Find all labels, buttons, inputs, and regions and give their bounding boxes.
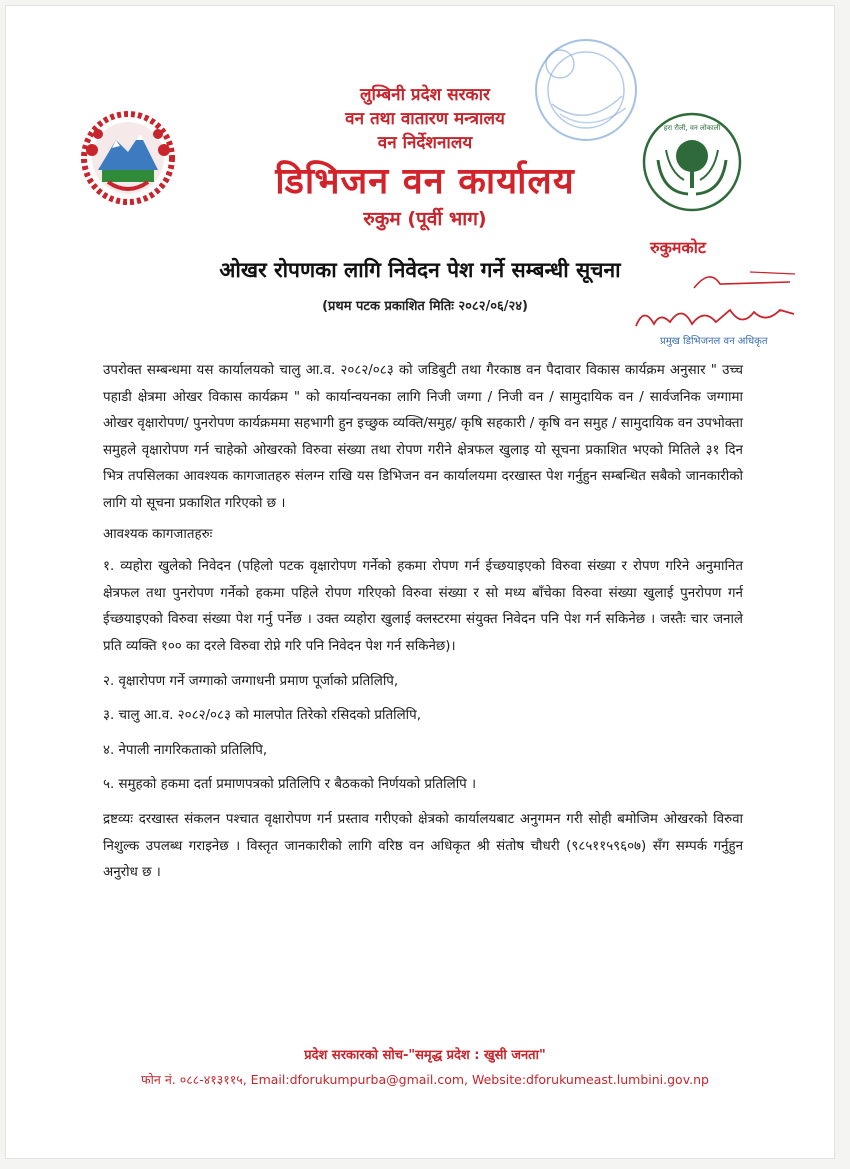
note-paragraph: द्रष्टव्यः दरखास्त संकलन पश्चात वृक्षारोपण गर्न प्रस्ताव गरीएको क्षेत्रको कार्यालयबाट अनुगमन गरी सोही बमोजिम ओखरको विरुवा निशुल्क उपलब्ध गराइनेछ । विस्तृत जानकारीको लागि वरिष्ठ वन अधिकृत श्री संतोष चौधरी (९८५११५९६०७) सँग सम्पर्क गर्नुहुन अनुरोध छ । bbox=[103, 811, 743, 881]
requirement-item: ४. नेपाली नागरिकताको प्रतिलिपि, bbox=[103, 742, 268, 758]
letterhead bbox=[0, 0, 850, 347]
hands-tree-logo-icon bbox=[640, 110, 744, 214]
signature-place: रुकुमकोट bbox=[650, 238, 706, 257]
ministry-name: वन तथा वातारण मन्त्रालय bbox=[345, 109, 505, 129]
office-name: डिभिजन वन कार्यालय bbox=[275, 161, 575, 202]
directorate-name: वन निर्देशनालय bbox=[377, 133, 473, 153]
requirement-item: ३. चालु आ.व. २०८२/०८३ को मालपोत तिरेको रसिदको प्रतिलिपि, bbox=[103, 708, 422, 724]
office-location: रुकुम (पूर्वी भाग) bbox=[363, 208, 487, 230]
official-stamp-icon bbox=[530, 34, 642, 146]
logo-slogan: हरा रौली, वन लोकाली bbox=[663, 124, 721, 132]
signature-designation: प्रमुख डिभिजनल वन अधिकृत bbox=[660, 336, 768, 347]
notice-title: ओखर रोपणका लागि निवेदन पेश गर्ने सम्बन्धी सूचना bbox=[219, 258, 621, 282]
notice-body bbox=[103, 358, 743, 887]
requirement-item: १. व्यहोरा खुलेको निवेदन (पहिलो पटक वृक्षारोपण गर्नेको हकमा रोपण गर्न ईच्छयाइएको विरुवा संख्या र रोपण गरिने अनुमानित क्षेत्रफल तथा पुनरोपण गर्नेको हकमा पहिले रोपण गरिएको विरुवा संख्या र सो मध्य बाँचेका विरुवा संख्या खुलाई पुनरोपण गर्न ईच्छयाइएको विरुवा संख्या पेश गर्नु पर्नेछ । उक्त व्यहोरा खुलाई क्लस्टरमा संयुक्त निवेदन पनि पेश गर्न सकिनेछ । जस्तैः चार जनाले प्रति व्यक्ति १०० का दरले विरुवा रोप्ने गरि पनि निवेदन पेश गर्न सकिनेछ)। bbox=[103, 559, 743, 654]
intro-paragraph: उपरोक्त सम्बन्धमा यस कार्यालयको चालु आ.व. २०८२/०८३ को जडिबुटी तथा गैरकाष्ठ वन पैदावार विकास कार्यक्रम अनुसार " उच्च पहाडी क्षेत्रमा ओखर विकास कार्यक्रम " को कार्यान्वयनका लागि निजी जग्गा / निजी वन / सामुदायिक वन / सार्वजनिक जग्गामा ओखर वृक्षारोपण/ पुनरोपण कार्यक्रममा सहभागी हुन इच्छुक व्यक्ति/समुह/ कृषि सहकारी / कृषि वन समुह / सामुदायिक वन उपभोक्ता समुहले वृक्षारोपण गर्न चाहेको ओखरको विरुवा संख्या तथा रोपण गरीने क्षेत्रफल खुलाइ यो सूचना प्रकाशित भएको मितिले ३१ दिन भित्र तपसिलका आवश्यक कागजातहरु संलग्न राखि यस डिभिजन वन कार्यालयमा दरखास्त पेश गर्नुहुन सम्बन्धित सबैको जानकारीको लागि यो सूचना प्रकाशित गरिएको छ । bbox=[103, 363, 743, 511]
footer-contact: फोन नं. ०८८-४१३११५, Email:dforukumpurba@gmail.com, Website:dforukumeast.lumbini.gov.np bbox=[141, 1072, 709, 1087]
requirements-heading: आवश्यक कागजातहरुः bbox=[103, 526, 213, 542]
requirements-list bbox=[103, 554, 743, 799]
publish-date: (प्रथम पटक प्रकाशित मितिः २०८२/०६/२४) bbox=[322, 299, 528, 314]
province-government: लुम्बिनी प्रदेश सरकार bbox=[360, 85, 490, 105]
signature-stroke-icon bbox=[690, 264, 800, 294]
requirement-item: २. वृक्षारोपण गर्ने जग्गाको जग्गाधनी प्रमाण पूर्जाको प्रतिलिपि, bbox=[103, 673, 399, 689]
requirement-item: ५. समुहको हकमा दर्ता प्रमाणपत्रको प्रतिलिपि र बैठकको निर्णयको प्रतिलिपि । bbox=[103, 777, 477, 793]
footer-slogan: प्रदेश सरकारको सोच-"समृद्ध प्रदेश : खुसी जनता" bbox=[304, 1048, 546, 1063]
